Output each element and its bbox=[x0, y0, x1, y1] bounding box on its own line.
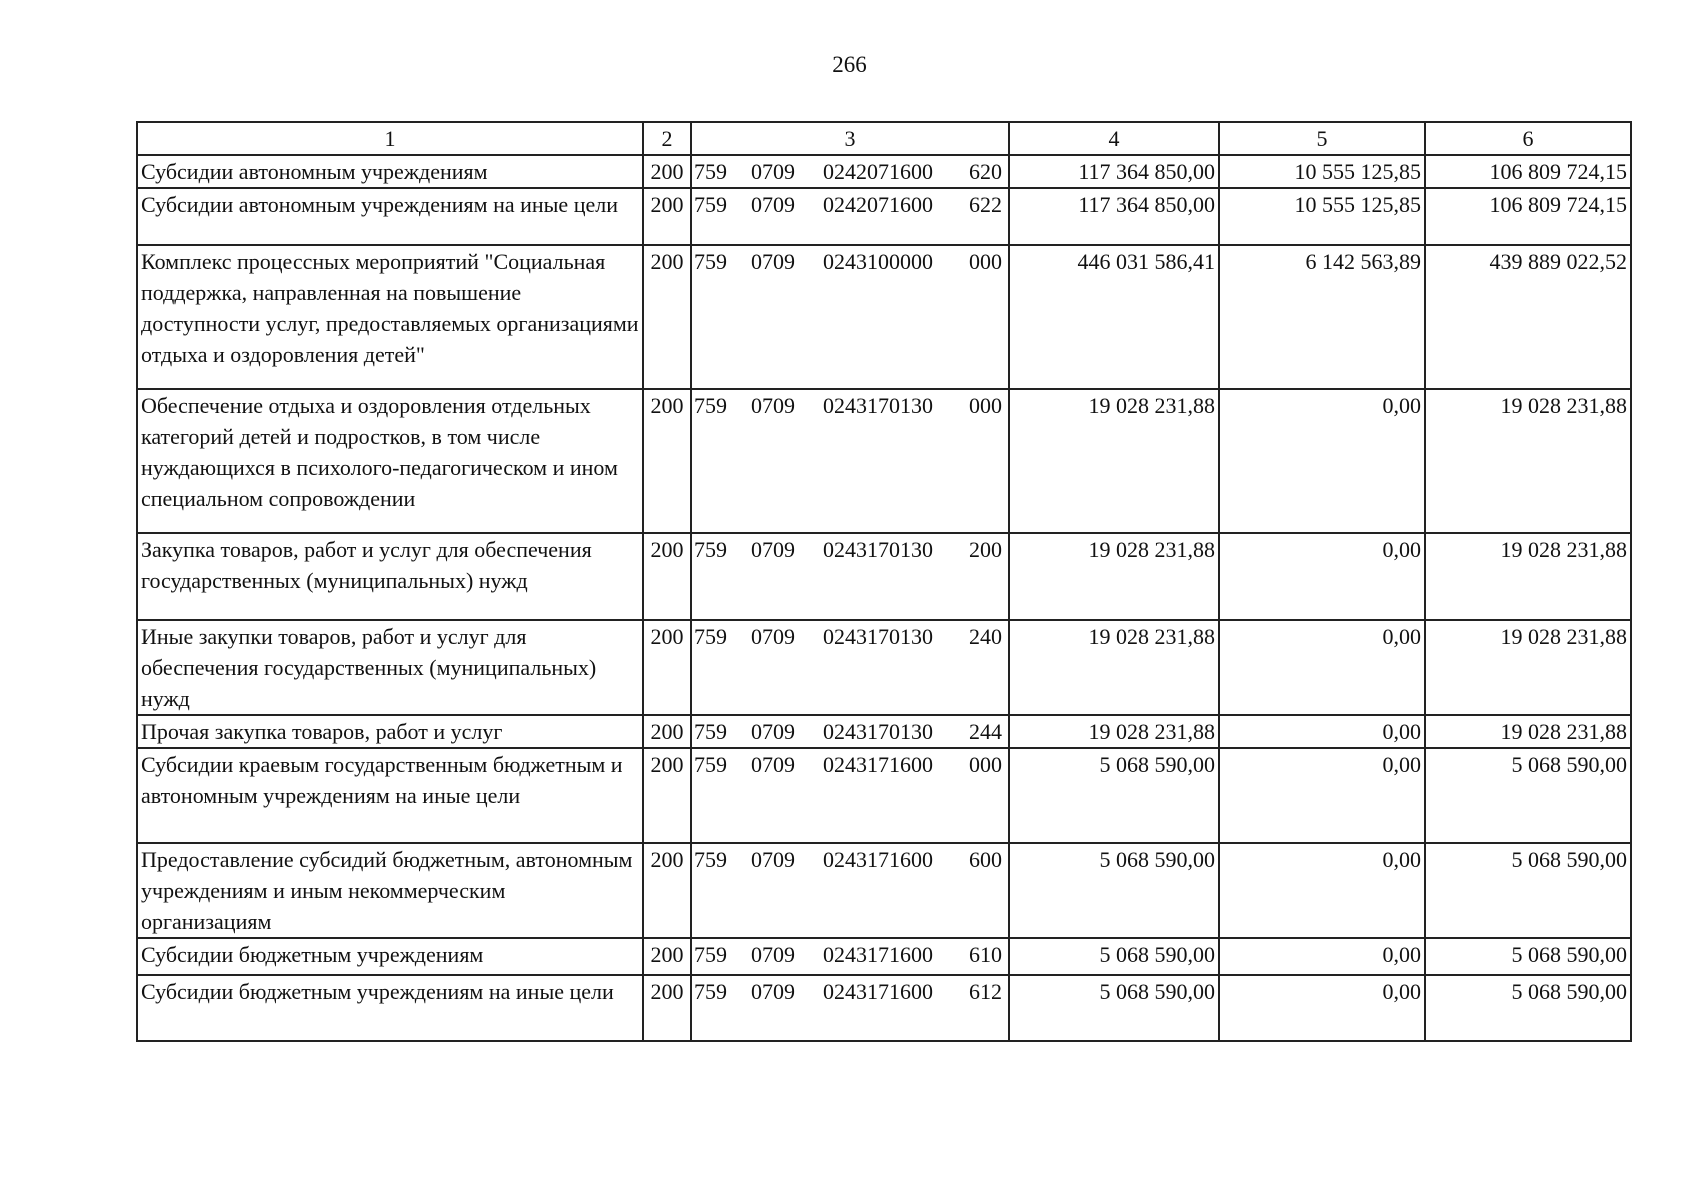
row-value-col4: 5 068 590,00 bbox=[1009, 748, 1219, 843]
row-code bbox=[691, 389, 1009, 533]
code-expense-type: 000 bbox=[969, 752, 1002, 777]
table-row bbox=[137, 155, 1631, 188]
row-value-col6: 439 889 022,52 bbox=[1425, 245, 1631, 389]
row-value-col4: 446 031 586,41 bbox=[1009, 245, 1219, 389]
row-col2: 200 bbox=[643, 188, 691, 245]
code-section: 0709 bbox=[751, 249, 795, 274]
row-value-col4: 5 068 590,00 bbox=[1009, 843, 1219, 938]
row-name: Субсидии бюджетным учреждениям на иные цели bbox=[137, 975, 643, 1041]
code-section: 0709 bbox=[751, 159, 795, 184]
column-header-3: 3 bbox=[691, 122, 1009, 155]
row-value-col6: 19 028 231,88 bbox=[1425, 389, 1631, 533]
row-value-col6: 106 809 724,15 bbox=[1425, 188, 1631, 245]
code-ministry: 759 bbox=[694, 192, 727, 217]
code-section: 0709 bbox=[751, 979, 795, 1004]
table-row bbox=[137, 533, 1631, 620]
row-col2: 200 bbox=[643, 389, 691, 533]
row-col2: 200 bbox=[643, 748, 691, 843]
row-col2: 200 bbox=[643, 843, 691, 938]
row-name: Комплекс процессных мероприятий "Социальная поддержка, направленная на повышение доступности услуг, предоставляемых организациями отдыха и оздоровления детей" bbox=[137, 245, 643, 389]
code-target-article: 0243171600 bbox=[823, 752, 933, 777]
row-code bbox=[691, 748, 1009, 843]
code-ministry: 759 bbox=[694, 979, 727, 1004]
row-value-col6: 5 068 590,00 bbox=[1425, 975, 1631, 1041]
table-row bbox=[137, 188, 1631, 245]
column-header-5: 5 bbox=[1219, 122, 1425, 155]
row-value-col4: 5 068 590,00 bbox=[1009, 975, 1219, 1041]
row-name: Субсидии краевым государственным бюджетным и автономным учреждениям на иные цели bbox=[137, 748, 643, 843]
code-target-article: 0243170130 bbox=[823, 537, 933, 562]
column-header-1: 1 bbox=[137, 122, 643, 155]
row-code bbox=[691, 938, 1009, 975]
row-name: Предоставление субсидий бюджетным, автономным учреждениям и иным некоммерческим организациям bbox=[137, 843, 643, 938]
row-col2: 200 bbox=[643, 533, 691, 620]
code-target-article: 0243170130 bbox=[823, 624, 933, 649]
row-value-col4: 5 068 590,00 bbox=[1009, 938, 1219, 975]
table-row bbox=[137, 620, 1631, 715]
code-section: 0709 bbox=[751, 752, 795, 777]
code-ministry: 759 bbox=[694, 159, 727, 184]
row-code bbox=[691, 715, 1009, 748]
code-section: 0709 bbox=[751, 624, 795, 649]
row-code bbox=[691, 188, 1009, 245]
code-target-article: 0243171600 bbox=[823, 942, 933, 967]
code-ministry: 759 bbox=[694, 719, 727, 744]
row-col2: 200 bbox=[643, 620, 691, 715]
row-value-col4: 117 364 850,00 bbox=[1009, 155, 1219, 188]
row-col2: 200 bbox=[643, 715, 691, 748]
code-expense-type: 000 bbox=[969, 249, 1002, 274]
table-row bbox=[137, 843, 1631, 938]
row-value-col5: 0,00 bbox=[1219, 715, 1425, 748]
code-ministry: 759 bbox=[694, 393, 727, 418]
row-value-col5: 6 142 563,89 bbox=[1219, 245, 1425, 389]
page-number: 266 bbox=[832, 52, 867, 77]
table-row bbox=[137, 389, 1631, 533]
table-row bbox=[137, 938, 1631, 975]
code-expense-type: 622 bbox=[969, 192, 1002, 217]
code-target-article: 0243171600 bbox=[823, 847, 933, 872]
code-section: 0709 bbox=[751, 942, 795, 967]
code-expense-type: 000 bbox=[969, 393, 1002, 418]
code-ministry: 759 bbox=[694, 537, 727, 562]
code-target-article: 0243171600 bbox=[823, 979, 933, 1004]
code-section: 0709 bbox=[751, 719, 795, 744]
row-value-col6: 5 068 590,00 bbox=[1425, 938, 1631, 975]
row-value-col5: 0,00 bbox=[1219, 533, 1425, 620]
row-value-col6: 19 028 231,88 bbox=[1425, 715, 1631, 748]
row-value-col5: 0,00 bbox=[1219, 975, 1425, 1041]
row-value-col6: 5 068 590,00 bbox=[1425, 843, 1631, 938]
code-section: 0709 bbox=[751, 537, 795, 562]
row-value-col6: 19 028 231,88 bbox=[1425, 620, 1631, 715]
code-target-article: 0243170130 bbox=[823, 719, 933, 744]
row-name: Закупка товаров, работ и услуг для обеспечения государственных (муниципальных) нужд bbox=[137, 533, 643, 620]
code-ministry: 759 bbox=[694, 624, 727, 649]
row-value-col6: 19 028 231,88 bbox=[1425, 533, 1631, 620]
code-target-article: 0243170130 bbox=[823, 393, 933, 418]
row-name: Прочая закупка товаров, работ и услуг bbox=[137, 715, 643, 748]
header-row bbox=[137, 122, 1631, 155]
code-section: 0709 bbox=[751, 847, 795, 872]
code-ministry: 759 bbox=[694, 847, 727, 872]
row-col2: 200 bbox=[643, 938, 691, 975]
column-header-2: 2 bbox=[643, 122, 691, 155]
row-col2: 200 bbox=[643, 245, 691, 389]
row-value-col5: 0,00 bbox=[1219, 843, 1425, 938]
row-value-col4: 19 028 231,88 bbox=[1009, 715, 1219, 748]
row-value-col5: 0,00 bbox=[1219, 748, 1425, 843]
code-expense-type: 600 bbox=[969, 847, 1002, 872]
code-expense-type: 610 bbox=[969, 942, 1002, 967]
code-target-article: 0243100000 bbox=[823, 249, 933, 274]
code-ministry: 759 bbox=[694, 942, 727, 967]
row-value-col4: 19 028 231,88 bbox=[1009, 533, 1219, 620]
row-code bbox=[691, 533, 1009, 620]
row-value-col4: 117 364 850,00 bbox=[1009, 188, 1219, 245]
row-name: Иные закупки товаров, работ и услуг для обеспечения государственных (муниципальных) нужд bbox=[137, 620, 643, 715]
row-code bbox=[691, 975, 1009, 1041]
row-code bbox=[691, 620, 1009, 715]
row-value-col6: 106 809 724,15 bbox=[1425, 155, 1631, 188]
budget-table bbox=[136, 121, 1632, 1042]
row-name: Обеспечение отдыха и оздоровления отдельных категорий детей и подростков, в том числе нуждающихся в психолого-педагогическом и ином специальном сопровождении bbox=[137, 389, 643, 533]
row-value-col4: 19 028 231,88 bbox=[1009, 389, 1219, 533]
code-expense-type: 612 bbox=[969, 979, 1002, 1004]
row-value-col5: 0,00 bbox=[1219, 389, 1425, 533]
row-value-col5: 0,00 bbox=[1219, 938, 1425, 975]
code-ministry: 759 bbox=[694, 752, 727, 777]
row-value-col5: 0,00 bbox=[1219, 620, 1425, 715]
row-value-col5: 10 555 125,85 bbox=[1219, 188, 1425, 245]
code-expense-type: 240 bbox=[969, 624, 1002, 649]
row-name: Субсидии автономным учреждениям на иные цели bbox=[137, 188, 643, 245]
row-value-col6: 5 068 590,00 bbox=[1425, 748, 1631, 843]
code-ministry: 759 bbox=[694, 249, 727, 274]
row-value-col4: 19 028 231,88 bbox=[1009, 620, 1219, 715]
row-value-col5: 10 555 125,85 bbox=[1219, 155, 1425, 188]
table-row bbox=[137, 748, 1631, 843]
code-expense-type: 244 bbox=[969, 719, 1002, 744]
row-code bbox=[691, 155, 1009, 188]
row-code bbox=[691, 843, 1009, 938]
table-row bbox=[137, 975, 1631, 1041]
row-col2: 200 bbox=[643, 155, 691, 188]
code-expense-type: 200 bbox=[969, 537, 1002, 562]
column-header-6: 6 bbox=[1425, 122, 1631, 155]
code-expense-type: 620 bbox=[969, 159, 1002, 184]
column-header-4: 4 bbox=[1009, 122, 1219, 155]
table-row bbox=[137, 715, 1631, 748]
code-section: 0709 bbox=[751, 192, 795, 217]
row-name: Субсидии бюджетным учреждениям bbox=[137, 938, 643, 975]
code-target-article: 0242071600 bbox=[823, 159, 933, 184]
row-name: Субсидии автономным учреждениям bbox=[137, 155, 643, 188]
row-col2: 200 bbox=[643, 975, 691, 1041]
code-target-article: 0242071600 bbox=[823, 192, 933, 217]
code-section: 0709 bbox=[751, 393, 795, 418]
table-row bbox=[137, 245, 1631, 389]
row-code bbox=[691, 245, 1009, 389]
